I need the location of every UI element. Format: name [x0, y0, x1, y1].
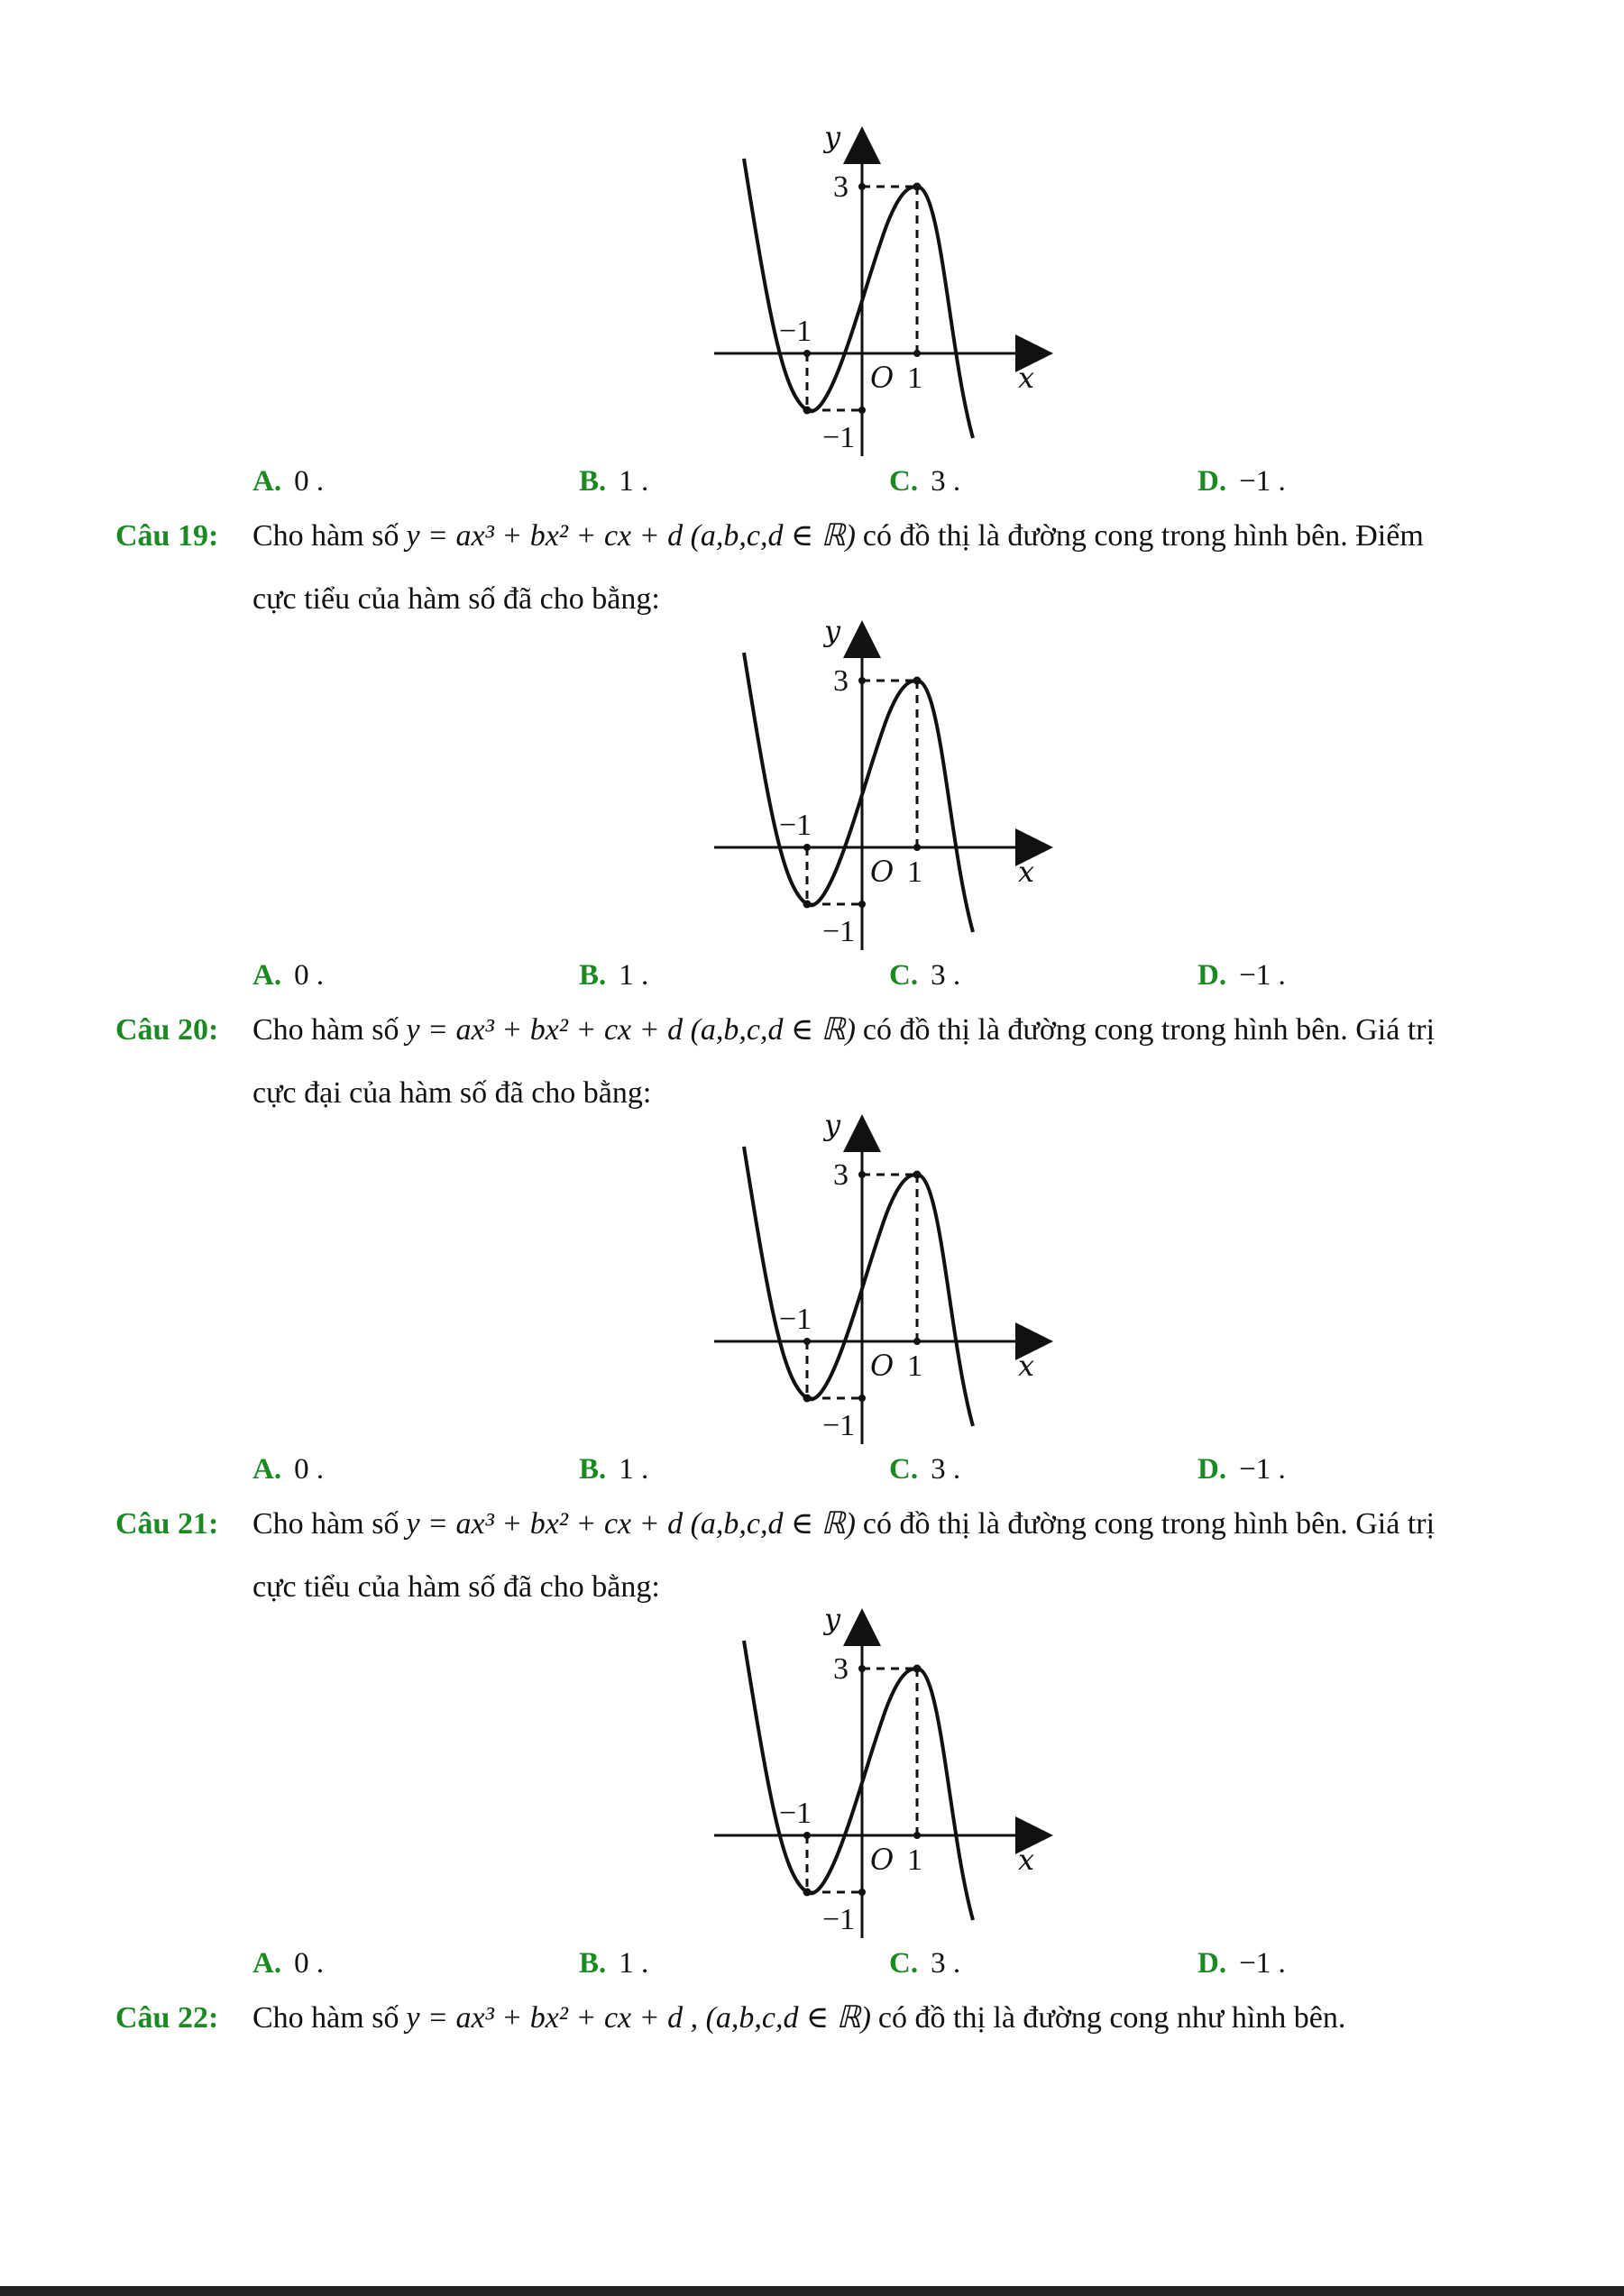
- origin-label: O: [870, 361, 895, 395]
- option-b-value: 1 .: [619, 959, 649, 992]
- y-tick-label-min: −1: [822, 1409, 856, 1442]
- cubic-curve: [744, 1641, 973, 1920]
- x-axis-label: x: [1018, 1349, 1035, 1383]
- y-tick-max: [858, 183, 866, 190]
- min-point: [803, 1395, 812, 1403]
- option-c-letter: C.: [889, 959, 919, 992]
- x-tick-label-pos: 1: [907, 1843, 922, 1877]
- question-21: [115, 1493, 1522, 1619]
- answer-options: [252, 1453, 1425, 1489]
- question-text-line2: cực tiểu của hàm số đã cho bằng:: [252, 582, 660, 616]
- option-d-value: −1 .: [1239, 1453, 1286, 1486]
- option-a-letter: A.: [252, 465, 282, 498]
- option-c[interactable]: [889, 959, 960, 992]
- x-tick-label-neg: −1: [779, 315, 812, 348]
- option-b-value: 1 .: [619, 1453, 649, 1486]
- option-b[interactable]: [579, 1947, 648, 1980]
- question-text: có đồ thị là đường cong trong hình bên. Giá trị: [862, 1013, 1436, 1047]
- y-tick-label-max: 3: [833, 1652, 849, 1686]
- option-c-value: 3 .: [931, 1947, 961, 1980]
- option-b-letter: B.: [579, 1947, 607, 1980]
- y-tick-label-max: 3: [833, 170, 849, 204]
- page-bottom-border: [0, 2286, 1624, 2296]
- option-c-letter: C.: [889, 465, 919, 498]
- min-point: [803, 1889, 812, 1897]
- y-tick-max: [858, 1665, 866, 1672]
- max-point: [913, 677, 922, 685]
- option-d[interactable]: [1197, 959, 1286, 992]
- cubic-graph-svg: [707, 124, 1059, 467]
- origin-label: O: [870, 1349, 895, 1383]
- origin-label: O: [870, 1843, 895, 1877]
- option-b-value: 1 .: [619, 1947, 649, 1980]
- option-b-value: 1 .: [619, 465, 649, 498]
- y-axis-label: y: [824, 124, 841, 154]
- x-tick-label-neg: −1: [779, 809, 812, 842]
- question-text: có đồ thị là đường cong trong hình bên. Điểm: [862, 519, 1424, 553]
- y-tick-label-max: 3: [833, 664, 849, 698]
- cubic-graph-figure: [707, 1112, 1059, 1455]
- question-number: Câu 20:: [115, 1013, 219, 1047]
- min-point: [803, 901, 812, 909]
- y-tick-max: [858, 677, 866, 684]
- option-d-letter: D.: [1197, 1453, 1227, 1486]
- question-text-line2: cực tiểu của hàm số đã cho bằng:: [252, 1570, 660, 1604]
- x-tick-neg: [803, 844, 811, 851]
- option-c-value: 3 .: [931, 959, 961, 992]
- option-c[interactable]: [889, 465, 960, 499]
- cubic-graph-figure: [707, 618, 1059, 961]
- option-b-letter: B.: [579, 465, 607, 498]
- x-tick-neg: [803, 1338, 811, 1345]
- option-a[interactable]: [252, 1453, 324, 1486]
- question-text: có đồ thị là đường cong như hình bên.: [877, 2001, 1346, 2035]
- option-b-letter: B.: [579, 959, 607, 992]
- option-c[interactable]: [889, 1947, 960, 1980]
- y-tick-label-min: −1: [822, 1903, 856, 1936]
- option-d-value: −1 .: [1239, 959, 1286, 992]
- option-c[interactable]: [889, 1453, 960, 1486]
- y-tick-label-max: 3: [833, 1158, 849, 1192]
- x-tick-label-neg: −1: [779, 1303, 812, 1336]
- option-b[interactable]: [579, 1453, 648, 1486]
- option-d-letter: D.: [1197, 959, 1227, 992]
- origin-label: O: [870, 855, 895, 889]
- question-number: Câu 22:: [115, 2001, 219, 2035]
- option-a-value: 0 .: [294, 465, 325, 498]
- option-c-letter: C.: [889, 1453, 919, 1486]
- option-a-value: 0 .: [294, 1453, 325, 1486]
- question-20: [115, 999, 1522, 1125]
- option-b[interactable]: [579, 465, 648, 499]
- question-formula: y = ax³ + bx² + cx + d (a,b,c,d ∈ ℝ): [406, 519, 856, 553]
- question-number: Câu 21:: [115, 1507, 219, 1541]
- question-text-line2: cực đại của hàm số đã cho bằng:: [252, 1076, 652, 1110]
- answer-options: [252, 1947, 1425, 1983]
- option-a[interactable]: [252, 465, 324, 499]
- x-axis-label: x: [1018, 855, 1035, 889]
- option-a-value: 0 .: [294, 959, 325, 992]
- answer-options: [252, 465, 1425, 501]
- x-axis-label: x: [1018, 361, 1035, 395]
- question-formula: y = ax³ + bx² + cx + d (a,b,c,d ∈ ℝ): [406, 1013, 856, 1047]
- option-d-letter: D.: [1197, 1947, 1227, 1980]
- option-a-letter: A.: [252, 1947, 282, 1980]
- option-a[interactable]: [252, 959, 324, 992]
- option-a-letter: A.: [252, 959, 282, 992]
- option-d[interactable]: [1197, 1947, 1286, 1980]
- y-tick-min: [858, 1889, 866, 1896]
- x-tick-neg: [803, 1832, 811, 1839]
- cubic-curve: [744, 1147, 973, 1426]
- cubic-graph-svg: [707, 1606, 1059, 1949]
- option-d-letter: D.: [1197, 465, 1227, 498]
- x-tick-pos: [913, 1338, 921, 1345]
- x-tick-pos: [913, 350, 921, 357]
- x-tick-label-pos: 1: [907, 1349, 922, 1383]
- y-tick-max: [858, 1171, 866, 1178]
- option-a[interactable]: [252, 1947, 324, 1980]
- option-b[interactable]: [579, 959, 648, 992]
- question-22: [115, 1987, 1522, 2050]
- question-formula: y = ax³ + bx² + cx + d , (a,b,c,d ∈ ℝ): [406, 2001, 871, 2035]
- max-point: [913, 1665, 922, 1673]
- cubic-graph-figure: [707, 1606, 1059, 1949]
- x-tick-pos: [913, 844, 921, 851]
- question-lead: Cho hàm số: [252, 1507, 399, 1541]
- option-c-letter: C.: [889, 1947, 919, 1980]
- y-tick-label-min: −1: [822, 915, 856, 948]
- x-axis-label: x: [1018, 1843, 1035, 1877]
- option-d[interactable]: [1197, 465, 1286, 499]
- answer-options: [252, 959, 1425, 995]
- option-d[interactable]: [1197, 1453, 1286, 1486]
- cubic-graph-figure: [707, 124, 1059, 467]
- option-c-value: 3 .: [931, 1453, 961, 1486]
- y-axis-label: y: [824, 618, 841, 648]
- cubic-curve: [744, 159, 973, 438]
- y-tick-min: [858, 1395, 866, 1402]
- option-c-value: 3 .: [931, 465, 961, 498]
- cubic-graph-svg: [707, 618, 1059, 961]
- option-a-letter: A.: [252, 1453, 282, 1486]
- y-tick-min: [858, 901, 866, 908]
- x-tick-label-neg: −1: [779, 1797, 812, 1830]
- y-tick-label-min: −1: [822, 421, 856, 454]
- x-tick-pos: [913, 1832, 921, 1839]
- y-axis-label: y: [824, 1606, 841, 1636]
- option-d-value: −1 .: [1239, 1947, 1286, 1980]
- y-tick-min: [858, 407, 866, 414]
- question-19: [115, 505, 1522, 631]
- min-point: [803, 407, 812, 415]
- max-point: [913, 183, 922, 191]
- max-point: [913, 1171, 922, 1179]
- cubic-graph-svg: [707, 1112, 1059, 1455]
- x-tick-label-pos: 1: [907, 855, 922, 889]
- x-tick-neg: [803, 350, 811, 357]
- option-a-value: 0 .: [294, 1947, 325, 1980]
- x-tick-label-pos: 1: [907, 361, 922, 395]
- option-d-value: −1 .: [1239, 465, 1286, 498]
- question-lead: Cho hàm số: [252, 1013, 399, 1047]
- question-lead: Cho hàm số: [252, 519, 399, 553]
- question-lead: Cho hàm số: [252, 2001, 399, 2035]
- y-axis-label: y: [824, 1112, 841, 1142]
- cubic-curve: [744, 653, 973, 932]
- option-b-letter: B.: [579, 1453, 607, 1486]
- question-number: Câu 19:: [115, 519, 219, 553]
- question-text: có đồ thị là đường cong trong hình bên. Giá trị: [862, 1507, 1436, 1541]
- question-formula: y = ax³ + bx² + cx + d (a,b,c,d ∈ ℝ): [406, 1507, 856, 1541]
